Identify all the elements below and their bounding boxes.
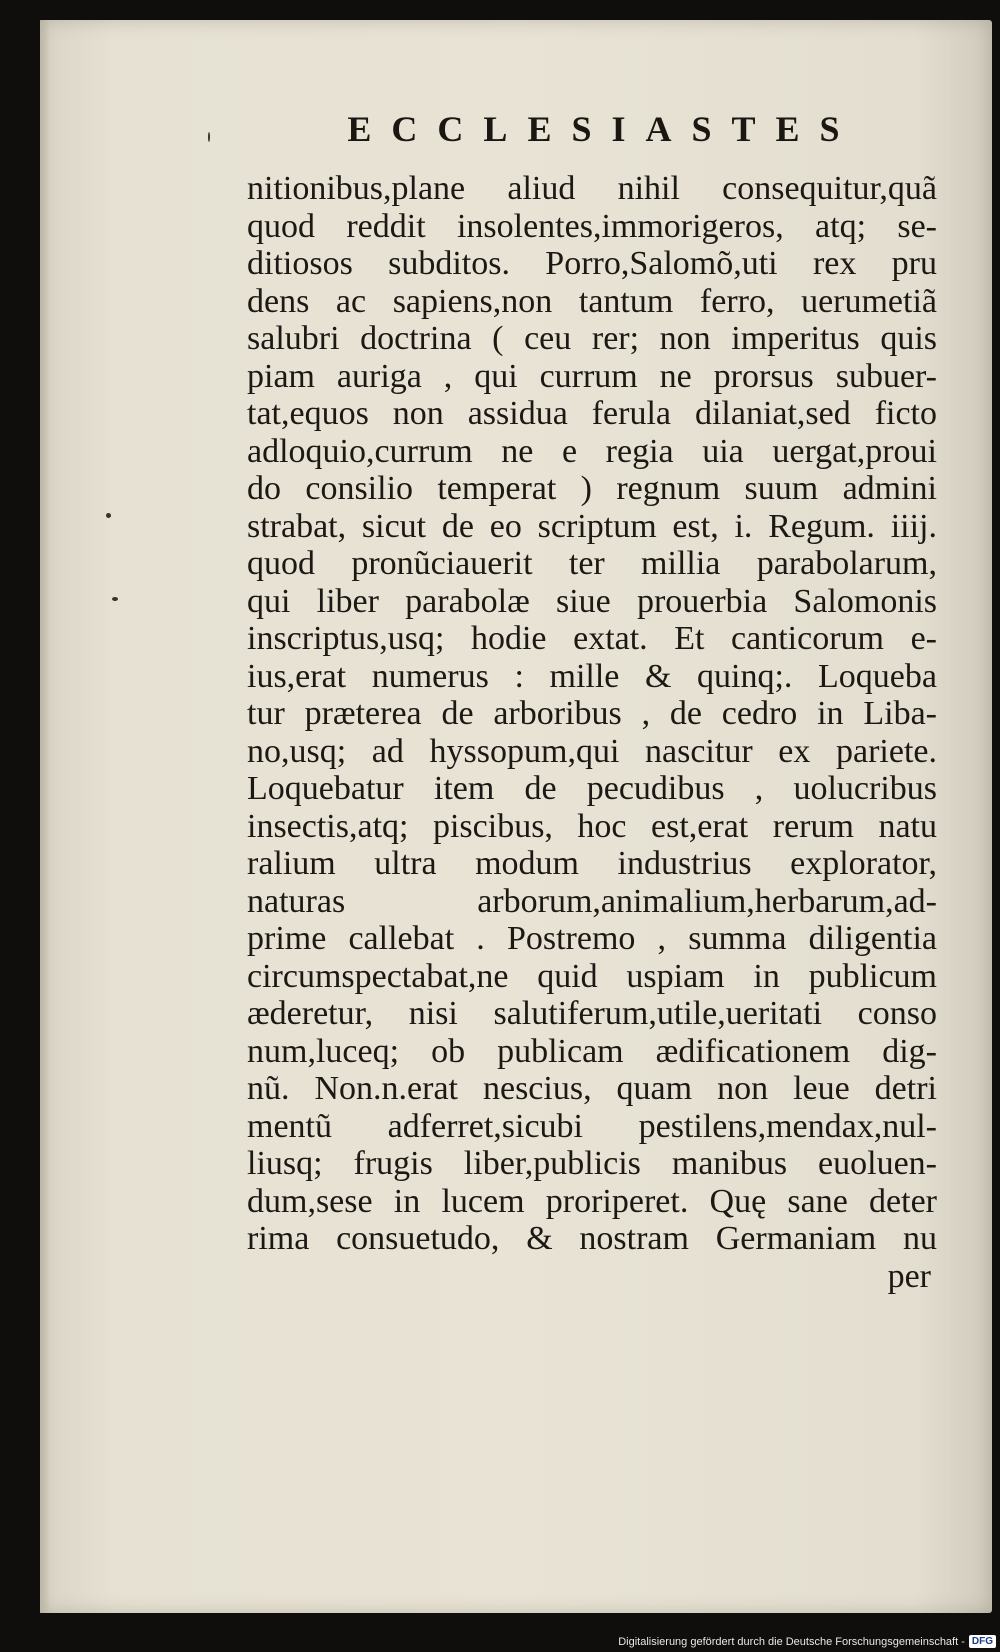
text-line: strabat, sicut de eo scriptum est, i. Regum. iiij.	[247, 507, 937, 545]
text-line: liusq; frugis liber,publicis manibus euoluen-	[247, 1145, 937, 1182]
ink-speck	[112, 597, 118, 601]
text-line: no,usq; ad hyssopum,qui nascitur ex pariete.	[247, 732, 937, 770]
text-line: circumspectabat,ne quid uspiam in publicum	[247, 957, 937, 995]
text-line: nitionibus,plane aliud nihil consequitur,quã	[247, 170, 937, 207]
digitization-credit	[618, 1635, 996, 1648]
ink-speck	[106, 513, 111, 518]
text-line: adloquio,currum ne e regia uia uergat,proui	[247, 432, 937, 470]
text-line: tat,equos non assidua ferula dilaniat,sed ficto	[247, 395, 937, 432]
text-line: ius,erat numerus : mille & quinq;. Loqueba	[247, 657, 937, 695]
text-line: piam auriga , qui currum ne prorsus subuer-	[247, 357, 937, 395]
text-line: quod reddit insolentes,immorigeros, atq; se-	[247, 207, 937, 245]
text-line: tur præterea de arboribus , de cedro in Liba-	[247, 695, 937, 732]
text-line: ralium ultra modum industrius explorator,	[247, 845, 937, 882]
text-line: qui liber parabolæ siue prouerbia Salomonis	[247, 582, 937, 620]
text-line: quod pronũciauerit ter millia parabolarum,	[247, 545, 937, 582]
page-gutter-shadow	[40, 20, 50, 1613]
text-line: æderetur, nisi salutiferum,utile,ueritati conso	[247, 995, 937, 1032]
book-page	[40, 20, 992, 1613]
text-line: rima consuetudo, & nostram Germaniam nu	[247, 1220, 937, 1257]
text-line: inscriptus,usq; hodie extat. Et canticorum e-	[247, 620, 937, 657]
dfg-logo-icon: DFG	[969, 1635, 996, 1648]
text-line: do consilio temperat ) regnum suum admini	[247, 470, 937, 507]
text-line: dum,sese in lucem proriperet. Quę sane deter	[247, 1182, 937, 1220]
text-line: salubri doctrina ( ceu rer; non imperitus quis	[247, 320, 937, 357]
text-block	[247, 170, 937, 1295]
text-line: naturas arborum,animalium,herbarum,ad-	[247, 882, 937, 920]
text-line: insectis,atq; piscibus, hoc est,erat rerum natu	[247, 807, 937, 845]
text-line: prime callebat . Postremo , summa diligentia	[247, 920, 937, 957]
text-line: num,luceq; ob publicam ædificationem dig-	[247, 1032, 937, 1070]
text-line: ditiosos subditos. Porro,Salomõ,uti rex pru	[247, 245, 937, 282]
credit-text: Digitalisierung gefördert durch die Deutsche Forschungsgemeinschaft -	[618, 1635, 965, 1648]
text-line: mentũ adferret,sicubi pestilens,mendax,nul-	[247, 1107, 937, 1145]
text-line: dens ac sapiens,non tantum ferro, uerumetiã	[247, 282, 937, 320]
running-title: ECCLESIASTES	[347, 109, 860, 149]
text-line: nũ. Non.n.erat nescius, quam non leue detri	[247, 1070, 937, 1107]
catchword: per	[887, 1257, 931, 1295]
text-line: Loquebatur item de pecudibus , uolucribus	[247, 770, 937, 807]
